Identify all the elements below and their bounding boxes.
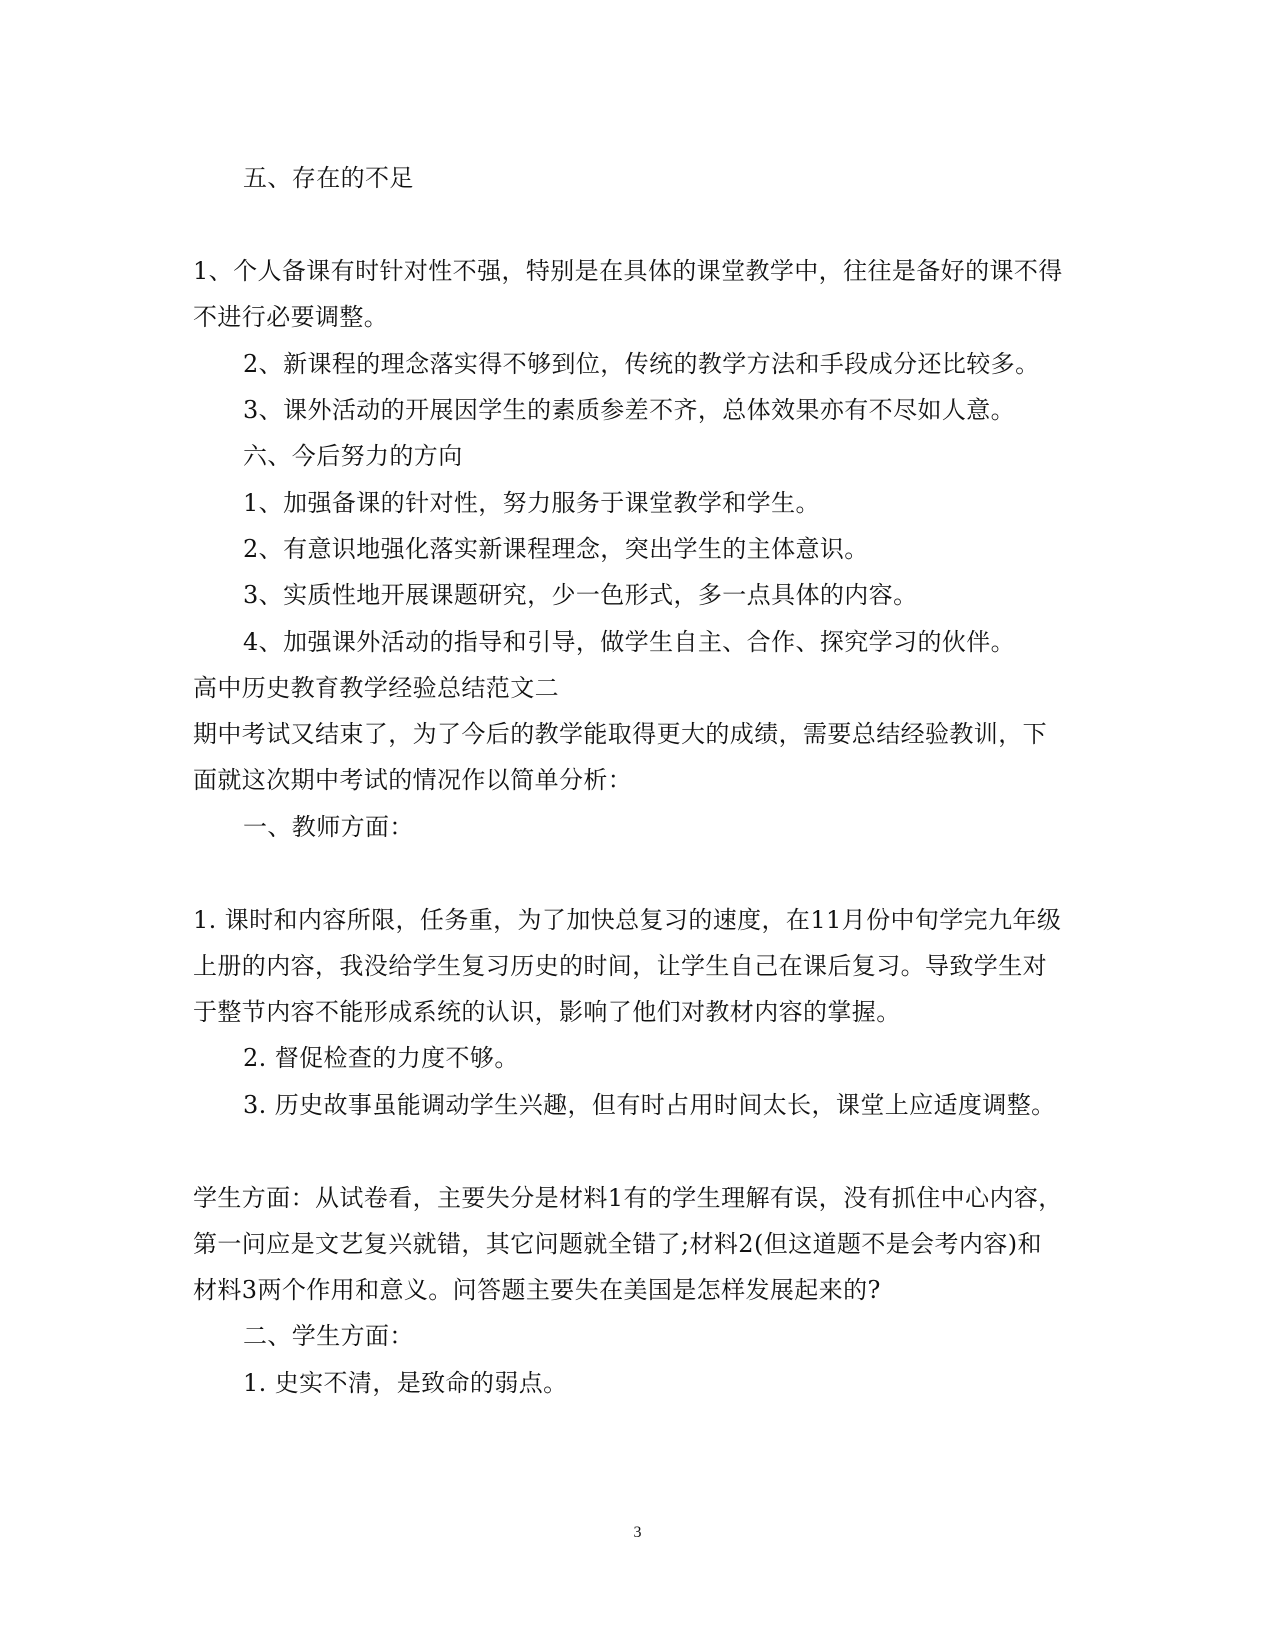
paragraph-line: 面就这次期中考试的情况作以简单分析： — [193, 766, 633, 794]
paragraph-line: 1. 课时和内容所限，任务重，为了加快总复习的速度，在11月份中旬学完九年级 — [193, 906, 1062, 934]
article-title: 高中历史教育教学经验总结范文二 — [193, 674, 559, 702]
paragraph-line: 1、加强备课的针对性，努力服务于课堂教学和学生。 — [243, 489, 820, 517]
paragraph-line: 2、新课程的理念落实得不够到位，传统的教学方法和手段成分还比较多。 — [243, 350, 1040, 378]
paragraph-line: 第一问应是文艺复兴就错，其它问题就全错了;材料2(但这道题不是会考内容)和 — [193, 1230, 1042, 1258]
paragraph-line: 2、有意识地强化落实新课程理念，突出学生的主体意识。 — [243, 535, 869, 563]
paragraph-line: 于整节内容不能形成系统的认识，影响了他们对教材内容的掌握。 — [193, 998, 901, 1026]
section-heading-future-direction: 六、今后努力的方向 — [243, 442, 463, 470]
paragraph-line: 2. 督促检查的力度不够。 — [243, 1044, 519, 1072]
paragraph-line: 材料3两个作用和意义。问答题主要失在美国是怎样发展起来的? — [193, 1276, 881, 1304]
paragraph-line: 期中考试又结束了，为了今后的教学能取得更大的成绩，需要总结经验教训，下 — [193, 720, 1047, 748]
page-number: 3 — [633, 1524, 642, 1541]
paragraph-line: 1. 史实不清，是致命的弱点。 — [243, 1369, 568, 1397]
paragraph-line: 不进行必要调整。 — [193, 303, 389, 331]
paragraph-line: 4、加强课外活动的指导和引导，做学生自主、合作、探究学习的伙伴。 — [243, 628, 1016, 656]
paragraph-line: 3、课外活动的开展因学生的素质参差不齐，总体效果亦有不尽如人意。 — [243, 396, 1016, 424]
paragraph-line: 3. 历史故事虽能调动学生兴趣，但有时占用时间太长，课堂上应适度调整。 — [243, 1091, 1056, 1119]
paragraph-line: 1、个人备课有时针对性不强，特别是在具体的课堂教学中，往往是备好的课不得 — [193, 257, 1063, 285]
section-heading-teacher: 一、教师方面： — [243, 813, 414, 841]
section-heading-student: 二、学生方面： — [243, 1322, 414, 1350]
paragraph-line: 学生方面：从试卷看，主要失分是材料1有的学生理解有误，没有抓住中心内容， — [193, 1184, 1063, 1212]
section-heading-shortcomings: 五、存在的不足 — [243, 164, 414, 192]
paragraph-line: 3、实质性地开展课题研究，少一色形式，多一点具体的内容。 — [243, 581, 918, 609]
paragraph-line: 上册的内容，我没给学生复习历史的时间，让学生自己在课后复习。导致学生对 — [193, 952, 1047, 980]
